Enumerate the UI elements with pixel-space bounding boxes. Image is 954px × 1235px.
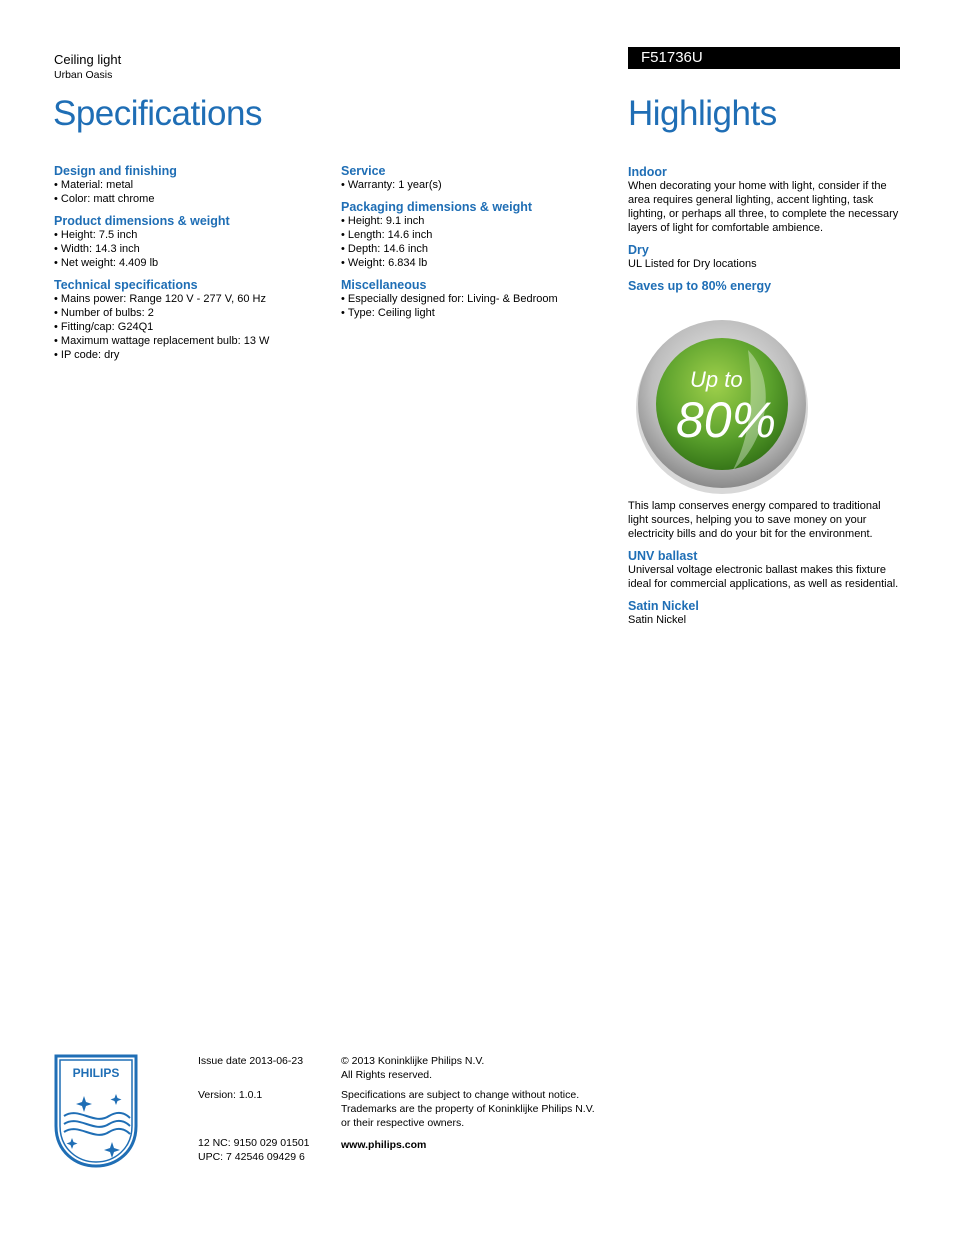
model-number: F51736U [628, 47, 900, 69]
energy-badge [628, 310, 816, 498]
spec-item: • Width: 14.3 inch [54, 242, 324, 256]
spec-item: • Material: metal [54, 178, 324, 192]
upc-code: UPC: 7 42546 09429 6 [198, 1151, 305, 1163]
website-link[interactable]: www.philips.com [341, 1139, 427, 1151]
spec-item: • Height: 9.1 inch [341, 214, 611, 228]
spec-section [54, 214, 324, 270]
spec-section [341, 200, 611, 270]
highlight-nickel [628, 599, 902, 627]
badge-value-text: 80% [676, 392, 777, 448]
spec-item: • Length: 14.6 inch [341, 228, 611, 242]
version: Version: 1.0.1 [198, 1089, 263, 1101]
spec-item: • Number of bulbs: 2 [54, 306, 324, 320]
highlight-heading: Indoor [628, 165, 667, 179]
spec-item: • Maximum wattage replacement bulb: 13 W [54, 334, 324, 348]
notice: Specifications are subject to change without notice. Trademarks are the property of Koninklijke Philips N.V. or their respective owners. [341, 1089, 595, 1129]
highlights-title: Highlights [628, 94, 777, 133]
spec-item: • Type: Ceiling light [341, 306, 611, 320]
specs-column-2 [341, 164, 611, 328]
spec-item: • Warranty: 1 year(s) [341, 178, 611, 192]
highlight-ballast [628, 549, 902, 591]
highlight-text: UL Listed for Dry locations [628, 258, 757, 270]
spec-item: • Especially designed for: Living- & Bedroom [341, 292, 611, 306]
spec-section [341, 164, 611, 192]
specs-column-1 [54, 164, 324, 370]
spec-item: • IP code: dry [54, 348, 324, 362]
spec-item: • Net weight: 4.409 lb [54, 256, 324, 270]
rights: All Rights reserved. [341, 1069, 433, 1081]
spec-item: • Depth: 14.6 inch [341, 242, 611, 256]
spec-heading: Technical specifications [54, 278, 198, 292]
spec-item: • Fitting/cap: G24Q1 [54, 320, 324, 334]
spec-item: • Weight: 6.834 lb [341, 256, 611, 270]
badge-upto-text: Up to [690, 367, 743, 392]
product-family: Urban Oasis [54, 69, 113, 81]
product-category: Ceiling light [54, 52, 122, 67]
highlight-indoor [628, 165, 902, 235]
specifications-title: Specifications [53, 94, 262, 133]
logo-text: PHILIPS [72, 1066, 120, 1080]
spec-heading: Packaging dimensions & weight [341, 200, 533, 214]
spec-section [341, 278, 611, 320]
spec-section [54, 278, 324, 362]
spec-item: • Color: matt chrome [54, 192, 324, 206]
highlight-text: When decorating your home with light, consider if the area requires general lighting, accent lighting, task lighting, or perhaps all three, to complete the necessary layers of light for comfortable ambience. [628, 180, 899, 234]
copyright: © 2013 Koninklijke Philips N.V. [341, 1055, 485, 1067]
spec-heading: Miscellaneous [341, 278, 427, 292]
spec-section [54, 164, 324, 206]
nc-code: 12 NC: 9150 029 01501 [198, 1137, 310, 1149]
spec-heading: Design and finishing [54, 164, 177, 178]
highlight-text: Universal voltage electronic ballast makes this fixture ideal for commercial applications, as well as residential. [628, 564, 899, 590]
highlight-dry [628, 243, 902, 271]
philips-logo [54, 1054, 138, 1168]
highlight-heading: Saves up to 80% energy [628, 279, 772, 293]
footer-legal [341, 1054, 621, 1152]
highlight-heading: UNV ballast [628, 549, 698, 563]
issue-date: Issue date 2013-06-23 [198, 1055, 304, 1067]
highlight-heading: Satin Nickel [628, 599, 699, 613]
highlight-text: This lamp conserves energy compared to traditional light sources, helping you to save money on your electricity bills and do your bit for the environment. [628, 500, 881, 540]
highlight-text: Satin Nickel [628, 614, 687, 626]
spec-item: • Mains power: Range 120 V - 277 V, 60 Hz [54, 292, 324, 306]
spec-item: • Height: 7.5 inch [54, 228, 324, 242]
highlight-heading: Dry [628, 243, 649, 257]
spec-heading: Service [341, 164, 386, 178]
footer-meta [198, 1054, 328, 1164]
spec-heading: Product dimensions & weight [54, 214, 230, 228]
